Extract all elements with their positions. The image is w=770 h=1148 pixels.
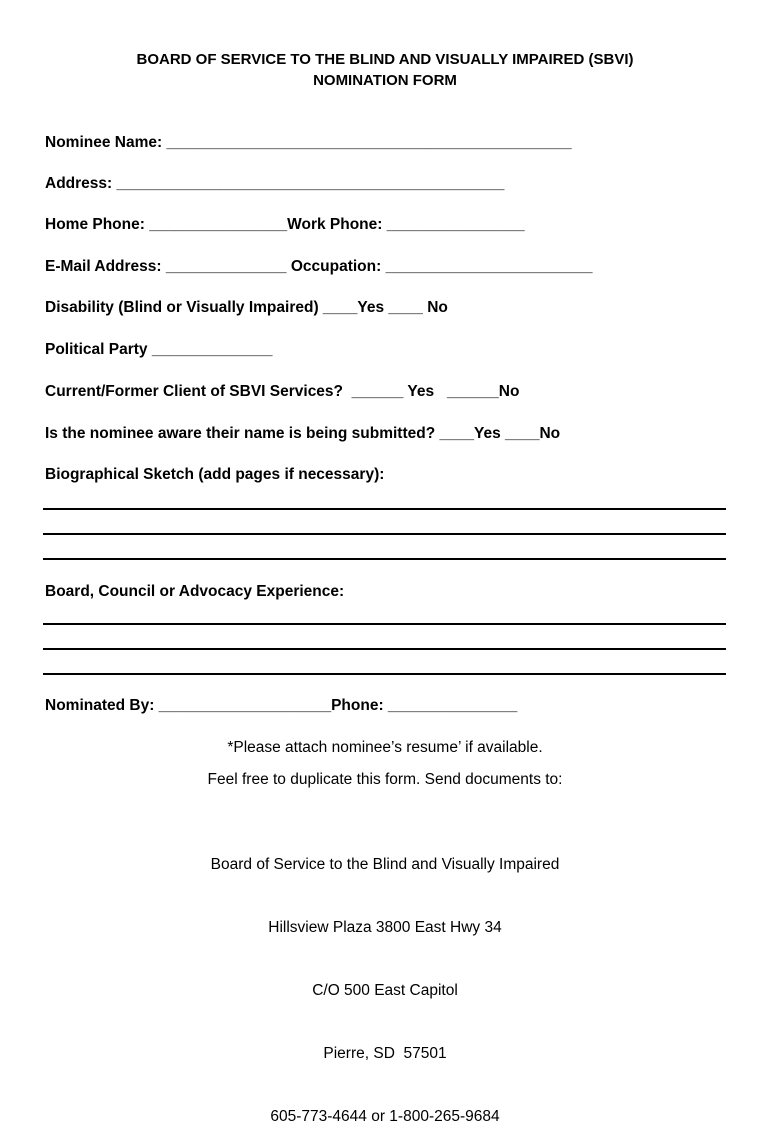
bio-sketch-line-1[interactable] — [43, 508, 726, 510]
resume-note: *Please attach nominee’s resume’ if available. — [227, 739, 543, 756]
email-occupation-fields[interactable]: E-Mail Address: ______________ Occupation: ________________________ — [45, 258, 593, 275]
bio-sketch-line-3[interactable] — [43, 558, 726, 560]
nominee-name-field[interactable]: Nominee Name: _______________________________________________ — [45, 134, 572, 151]
nominated-by-field[interactable]: Nominated By: ____________________Phone: _______________ — [45, 697, 518, 714]
mailing-address — [0, 812, 770, 1148]
address-line-org: Board of Service to the Blind and Visually Impaired — [210, 856, 560, 873]
form-title-line1: BOARD OF SERVICE TO THE BLIND AND VISUALLY IMPAIRED (SBVI) — [136, 51, 634, 68]
duplicate-note: Feel free to duplicate this form. Send documents to: — [207, 771, 563, 788]
disability-field[interactable]: Disability (Blind or Visually Impaired) ____Yes ____ No — [45, 299, 448, 316]
experience-line-3[interactable] — [43, 673, 726, 675]
experience-line-1[interactable] — [43, 623, 726, 625]
address-line-city: Pierre, SD 57501 — [323, 1045, 447, 1062]
nominee-aware-field[interactable]: Is the nominee aware their name is being submitted? ____Yes ____No — [45, 425, 561, 442]
current-client-field[interactable]: Current/Former Client of SBVI Services? ______ Yes ______No — [45, 383, 520, 400]
phone-fields[interactable]: Home Phone: ________________Work Phone: ________________ — [45, 216, 525, 233]
form-title-line2: NOMINATION FORM — [313, 72, 457, 89]
experience-line-2[interactable] — [43, 648, 726, 650]
bio-sketch-line-2[interactable] — [43, 533, 726, 535]
address-line-phone: 605-773-4644 or 1-800-265-9684 — [270, 1108, 500, 1125]
experience-label: Board, Council or Advocacy Experience: — [45, 583, 345, 600]
address-line-care-of: C/O 500 East Capitol — [312, 982, 458, 999]
political-party-field[interactable]: Political Party ______________ — [45, 341, 273, 358]
biographical-sketch-label: Biographical Sketch (add pages if necessary): — [45, 466, 385, 483]
address-field[interactable]: Address: _____________________________________________ — [45, 175, 505, 192]
address-line-street: Hillsview Plaza 3800 East Hwy 34 — [268, 919, 502, 936]
